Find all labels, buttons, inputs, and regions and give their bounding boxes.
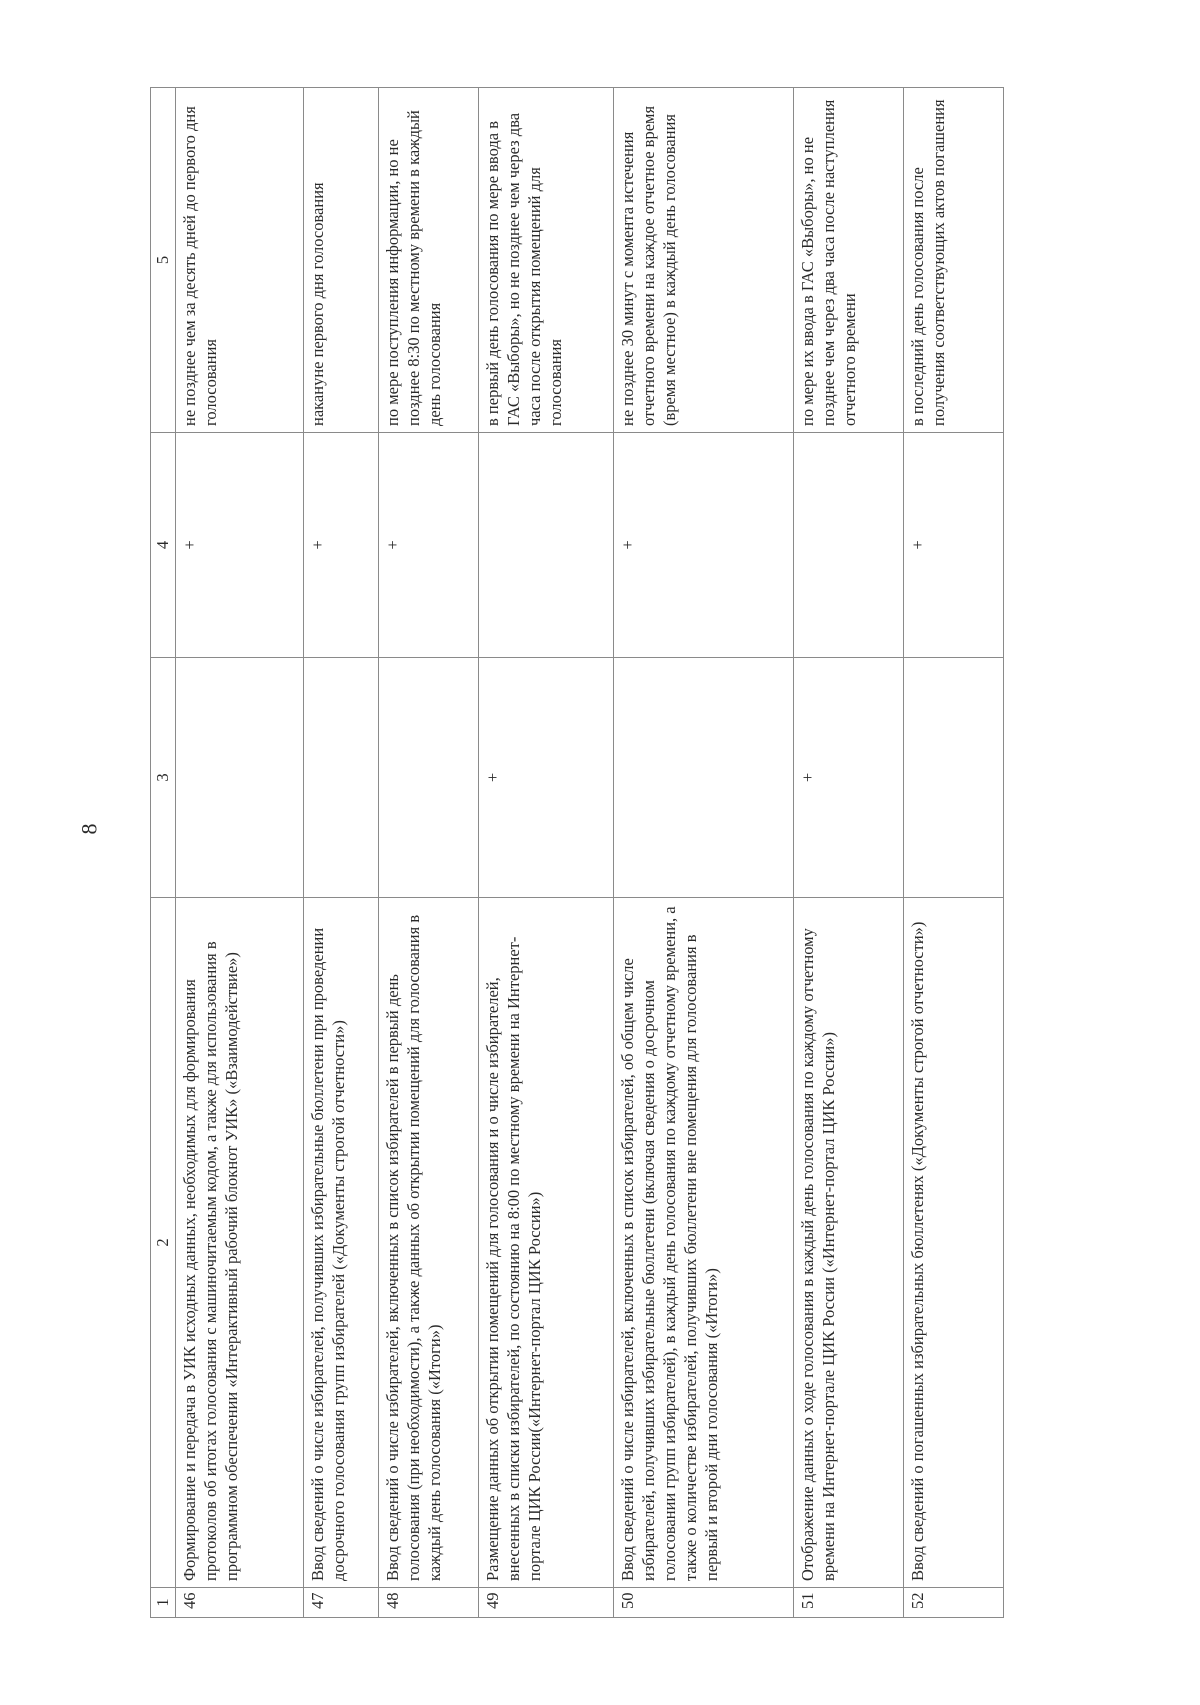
table-row — [304, 88, 379, 1618]
row-deadline: по мере их ввода в ГАС «Выборы», но не позднее чем через два часа после наступления отчетного времени — [794, 88, 904, 433]
row-mark-col4: + — [176, 433, 304, 658]
row-mark-col3 — [304, 658, 379, 898]
row-description: Ввод сведений о числе избирателей, включенных в список избирателей, об общем числе избирателей, получивших избирательные бюллетени (включая сведения о досрочном голосовании групп избирателей), в каждый день голосования по каждому отчетному времени, а также о количестве избирателей, получивших бюллетени вне помещения для голосования в первый и второй дни голосования («Итоги») — [614, 898, 794, 1588]
column-header-1: 1 — [151, 1588, 176, 1618]
row-number: 46 — [176, 1588, 304, 1618]
table-header-row — [151, 88, 176, 1618]
row-deadline: по мере поступления информации, но не позднее 8:30 по местному времени в каждый день голосования — [379, 88, 479, 433]
row-mark-col4 — [479, 433, 614, 658]
row-number: 49 — [479, 1588, 614, 1618]
schedule-table — [150, 87, 1004, 1618]
row-deadline: в первый день голосования по мере ввода в ГАС «Выборы», но не позднее чем через два часа после открытия помещений для голосования — [479, 88, 614, 433]
table-row — [479, 88, 614, 1618]
table-row — [904, 88, 1004, 1618]
row-number: 47 — [304, 1588, 379, 1618]
table-row — [614, 88, 794, 1618]
row-deadline: не позднее 30 минут с момента истечения отчетного времени на каждое отчетное время (время местное) в каждый день голосования — [614, 88, 794, 433]
row-mark-col4: + — [614, 433, 794, 658]
page-number: 8 — [76, 823, 102, 835]
row-mark-col4 — [794, 433, 904, 658]
row-mark-col3: + — [479, 658, 614, 898]
row-number: 48 — [379, 1588, 479, 1618]
row-mark-col3 — [614, 658, 794, 898]
row-deadline: в последний день голосования после получения соответствующих актов погашения — [904, 88, 1004, 433]
table-row — [794, 88, 904, 1618]
row-description: Формирование и передача в УИК исходных данных, необходимых для формирования протоколов об итогах голосования с машиночитаемым кодом, а также для использования в программном обеспечении «Интерактивный рабочий блокнот УИК» («Взаимодействие») — [176, 898, 304, 1588]
row-description: Ввод сведений о числе избирателей, получивших избирательные бюллетени при проведении досрочного голосования групп избирателей («Документы строгой отчетности») — [304, 898, 379, 1588]
column-header-3: 3 — [151, 658, 176, 898]
row-mark-col3 — [904, 658, 1004, 898]
column-header-4: 4 — [151, 433, 176, 658]
row-mark-col4: + — [379, 433, 479, 658]
row-description: Ввод сведений о погашенных избирательных бюллетенях («Документы строгой отчетности») — [904, 898, 1004, 1588]
row-number: 50 — [614, 1588, 794, 1618]
row-description: Отображение данных о ходе голосования в каждый день голосования по каждому отчетному времени на Интернет-портале ЦИК России («Интернет-портал ЦИК России») — [794, 898, 904, 1588]
row-mark-col3 — [379, 658, 479, 898]
row-mark-col4: + — [904, 433, 1004, 658]
row-mark-col4: + — [304, 433, 379, 658]
row-description: Ввод сведений о числе избирателей, включенных в список избирателей в первый день голосования (при необходимости), а также данных об открытии помещений для голосования в каждый день голосования («Итоги») — [379, 898, 479, 1588]
table-row — [379, 88, 479, 1618]
row-mark-col3 — [176, 658, 304, 898]
row-deadline: не позднее чем за десять дней до первого дня голосования — [176, 88, 304, 433]
row-description: Размещение данных об открытии помещений для голосования и о числе избирателей, внесенных в списки избирателей, по состоянию на 8:00 по местному времени на Интернет-портале ЦИК России(«Интернет-портал ЦИК России») — [479, 898, 614, 1588]
row-deadline: накануне первого дня голосования — [304, 88, 379, 433]
column-header-5: 5 — [151, 88, 176, 433]
table-row — [176, 88, 304, 1618]
rotated-table-container — [150, 88, 1150, 1618]
row-mark-col3: + — [794, 658, 904, 898]
column-header-2: 2 — [151, 898, 176, 1588]
row-number: 52 — [904, 1588, 1004, 1618]
row-number: 51 — [794, 1588, 904, 1618]
